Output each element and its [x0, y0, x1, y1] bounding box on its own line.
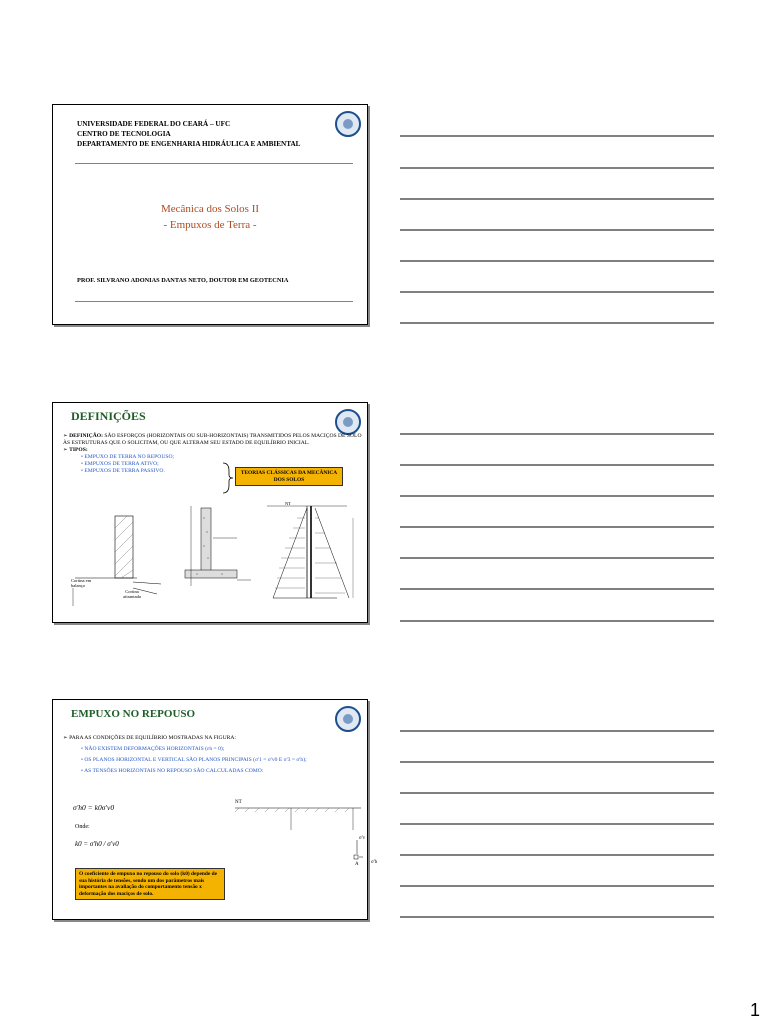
header-line: DEPARTAMENTO DE ENGENHARIA HIDRÁULICA E AMBIENTAL: [77, 140, 301, 148]
anchored-wall-label: Cortina atirantada: [123, 589, 141, 599]
course-title: Mecânica dos Solos II: [160, 203, 260, 215]
formula-horizontal-stress: σ'h0 = k0σ'v0: [73, 803, 115, 812]
intro-bullet: ➢ PARA AS CONDIÇÕES DE EQUILÍBRIO MOSTRADAS NA FIGURA:: [63, 735, 236, 741]
ground-level-label: NT: [235, 800, 242, 805]
where-label: Onde:: [75, 824, 90, 830]
horizontal-stress-label: σ'h: [371, 860, 378, 865]
condition-item: • OS PLANOS HORIZONTAL E VERTICAL SÃO PLANOS PRINCIPAIS (σ'1 = σ'v0 E σ'3 = σ'h);: [81, 757, 307, 763]
professor-name: PROF. SILVRANO ADONIAS DANTAS NETO, DOUTOR EM GEOTECNIA: [77, 277, 289, 284]
definition-bullet: ➢ DEFINIÇÃO: SÃO ESFORÇOS (HORIZONTAIS OU SUB-HORIZONTAIS) TRANSMITIDOS PELOS MACIÇOS DE SOLO ÀS ESTRUTURAS QUE O SOLICITAM, OU QUE ALTERAM SEU ESTADO DE EQUILÍBRIO INICIAL.: [63, 433, 362, 446]
theories-callout: TEORIAS CLÁSSICAS DA MECÂNICA DOS SOLOS: [235, 467, 343, 486]
vertical-stress-label: σ'v: [359, 836, 366, 841]
course-subtitle: - Empuxos de Terra -: [163, 219, 257, 231]
definition-label: DEFINIÇÃO:: [69, 433, 103, 439]
formula-k0: k0 = σ'h0 / σ'v0: [75, 840, 119, 848]
page-number: 1: [750, 1000, 761, 1020]
header-line: CENTRO DE TECNOLOGIA: [77, 130, 171, 138]
definition-text: SÃO ESFORÇOS (HORIZONTAIS OU SUB-HORIZONTAIS) TRANSMITIDOS PELOS MACIÇOS DE SOLO ÀS ESTRUTURAS QUE O SOLICITAM, OU QUE ALTERAM SEU ESTADO DE EQUILÍBRIO INICIAL.: [63, 433, 362, 446]
type-item: • EMPUXOS DE TERRA ATIVO;: [81, 461, 159, 467]
type-item: • EMPUXOS DE TERRA PASSIVO.: [81, 468, 165, 474]
section-title: EMPUXO NO REPOUSO: [71, 708, 196, 720]
condition-item: • NÃO EXISTEM DEFORMAÇÕES HORIZONTAIS (εh = 0);: [81, 746, 225, 752]
type-item: • EMPUXO DE TERRA NO REPOUSO;: [81, 454, 175, 460]
types-label: TIPOS:: [69, 447, 88, 453]
ground-level-label: NT: [285, 501, 291, 506]
point-a-label: A: [355, 862, 359, 867]
header-line: UNIVERSIDADE FEDERAL DO CEARÁ – UFC: [77, 120, 231, 128]
condition-item: • AS TENSÕES HORIZONTAIS NO REPOUSO SÃO CALCULADAS COMO:: [81, 768, 264, 774]
cantilever-wall-label: Cortina em balanço: [71, 578, 92, 588]
section-title: DEFINIÇÕES: [71, 409, 146, 423]
types-bullet: ➢ TIPOS:: [63, 447, 88, 453]
k0-callout: O coeficiente de empuxo no repouso do solo (k0) depende de sua história de tensões, sendo um dos parâmetros mais importantes na avaliação do comportamento tensão x deformação dos maciços de solo.: [75, 868, 225, 900]
